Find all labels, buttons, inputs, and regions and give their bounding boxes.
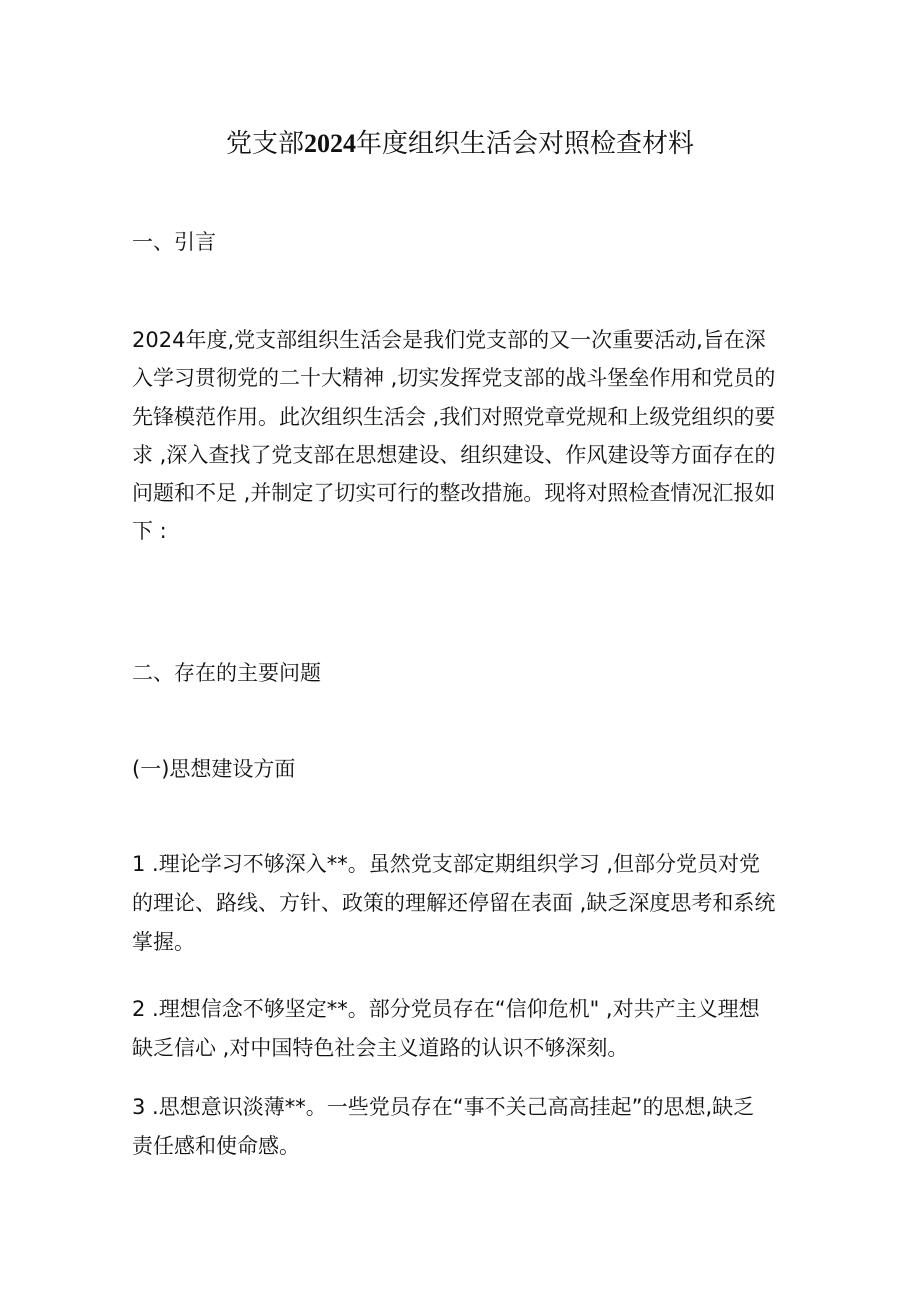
problem-item-1 bbox=[132, 845, 802, 962]
item-line: 2 .理想信念不够坚定**。部分党员存在“信仰危机" ,对共产主义理想 bbox=[132, 997, 760, 1021]
title-year: 2024 bbox=[304, 129, 356, 158]
title-prefix: 党支部 bbox=[225, 129, 304, 159]
title-suffix: 年度组织生活会对照检查材料 bbox=[356, 129, 695, 159]
problem-item-3 bbox=[132, 1088, 802, 1166]
section-heading-introduction: 一、引言 bbox=[132, 230, 216, 254]
item-line: 3 .思想意识淡薄**。一些党员存在“事不关己高高挂起”的思想,缺乏 bbox=[132, 1095, 755, 1119]
paragraph-line: 先锋模范作用。此次组织生活会 ,我们对照党章党规和上级党组织的要 bbox=[132, 404, 776, 429]
paragraph-line: 求 ,深入查找了党支部在思想建设、组织建设、作风建设等方面存在的 bbox=[132, 442, 776, 467]
document-title bbox=[0, 124, 920, 164]
paragraph-line: 下 : bbox=[132, 519, 167, 544]
item-line: 掌握。 bbox=[132, 930, 195, 954]
problem-item-2 bbox=[132, 990, 802, 1068]
item-line: 1 .理论学习不够深入**。虽然党支部定期组织学习 ,但部分党员对党 bbox=[132, 852, 761, 876]
paragraph-line: 2024年度,党支部组织生活会是我们党支部的又一次重要活动,旨在深 bbox=[132, 328, 766, 352]
paragraph-line: 入学习贯彻党的二十大精神 ,切实发挥党支部的战斗堡垒作用和党员的 bbox=[132, 366, 776, 391]
item-line: 责任感和使命感。 bbox=[132, 1134, 300, 1158]
section-heading-main-problems: 二、存在的主要问题 bbox=[132, 661, 321, 685]
item-line: 的理论、路线、方针、政策的理解还停留在表面 ,缺乏深度思考和系统 bbox=[132, 891, 776, 915]
paragraph-line: 问题和不足 ,并制定了切实可行的整改措施。现将对照检查情况汇报如 bbox=[132, 481, 776, 506]
subsection-heading-ideology: (一)思想建设方面 bbox=[132, 757, 296, 781]
item-line: 缺乏信心 ,对中国特色社会主义道路的认识不够深刻。 bbox=[132, 1036, 629, 1060]
introduction-paragraph bbox=[132, 321, 802, 551]
